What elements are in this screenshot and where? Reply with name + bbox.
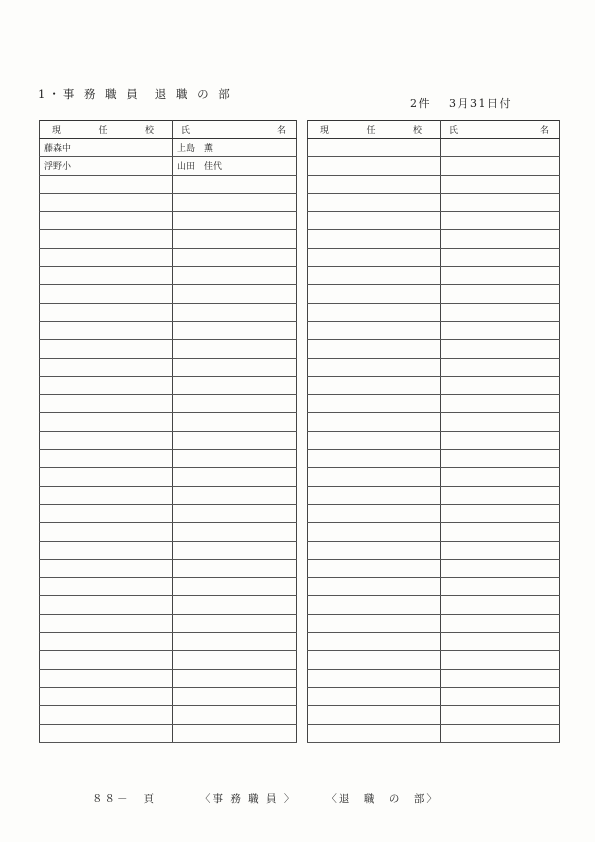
table-row	[308, 706, 560, 724]
name-cell	[173, 175, 297, 193]
table-row	[308, 321, 560, 339]
school-cell	[40, 358, 173, 376]
school-cell	[40, 376, 173, 394]
school-cell	[308, 596, 441, 614]
name-cell	[441, 248, 560, 266]
table-row	[40, 321, 297, 339]
school-cell	[308, 303, 441, 321]
school-cell	[40, 468, 173, 486]
school-cell	[308, 157, 441, 175]
school-cell	[40, 303, 173, 321]
school-cell	[308, 212, 441, 230]
school-cell	[40, 541, 173, 559]
page-footer	[92, 791, 439, 806]
school-cell	[308, 193, 441, 211]
name-cell	[441, 157, 560, 175]
name-cell	[173, 633, 297, 651]
name-cell	[441, 340, 560, 358]
school-cell	[40, 614, 173, 632]
table-row	[40, 157, 297, 175]
table-row	[40, 669, 297, 687]
table-row	[308, 212, 560, 230]
table-row	[308, 358, 560, 376]
school-cell	[40, 431, 173, 449]
table-row	[40, 230, 297, 248]
table-row	[308, 468, 560, 486]
name-cell	[173, 193, 297, 211]
table-row	[40, 193, 297, 211]
name-cell	[173, 614, 297, 632]
school-cell	[308, 706, 441, 724]
table-row	[40, 340, 297, 358]
name-cell	[441, 669, 560, 687]
name-cell	[173, 559, 297, 577]
school-cell	[40, 413, 173, 431]
section-heading	[38, 86, 233, 102]
school-cell	[308, 248, 441, 266]
table-row	[40, 651, 297, 669]
section-category: 事 務 職 員	[62, 87, 141, 101]
school-cell	[308, 358, 441, 376]
table-row	[308, 431, 560, 449]
school-cell	[308, 614, 441, 632]
table-row	[40, 285, 297, 303]
name-cell	[173, 248, 297, 266]
school-cell	[308, 541, 441, 559]
school-cell	[40, 248, 173, 266]
school-cell	[308, 139, 441, 157]
footer-page-label: 頁	[143, 793, 156, 805]
footer-section: 〈退 職 の 部〉	[326, 793, 439, 805]
table-row	[40, 267, 297, 285]
table-row	[308, 340, 560, 358]
name-cell	[173, 321, 297, 339]
school-cell	[40, 633, 173, 651]
count-and-date	[410, 95, 512, 111]
name-cell	[441, 596, 560, 614]
table-row	[308, 687, 560, 705]
name-cell	[173, 724, 297, 742]
school-cell	[40, 340, 173, 358]
name-cell	[173, 651, 297, 669]
school-cell	[40, 230, 173, 248]
school-cell	[40, 285, 173, 303]
table-row	[40, 687, 297, 705]
table-row	[308, 267, 560, 285]
school-cell: 藤森中	[40, 139, 173, 157]
name-cell	[441, 523, 560, 541]
section-subtitle: 退 職 の 部	[154, 87, 233, 101]
table-row	[40, 559, 297, 577]
column-header-school: 現 任 校	[40, 121, 173, 139]
table-row	[308, 139, 560, 157]
school-cell	[308, 651, 441, 669]
school-cell	[308, 687, 441, 705]
school-cell	[308, 340, 441, 358]
roster-table-left	[39, 120, 297, 743]
table-row	[40, 724, 297, 742]
section-number: 1・	[38, 87, 63, 101]
name-cell	[173, 230, 297, 248]
table-row	[308, 303, 560, 321]
name-cell: 山田 佳代	[173, 157, 297, 175]
table-row	[40, 248, 297, 266]
name-cell	[441, 230, 560, 248]
name-cell	[441, 706, 560, 724]
name-cell	[441, 395, 560, 413]
table-row	[308, 248, 560, 266]
name-cell	[173, 468, 297, 486]
school-cell	[308, 376, 441, 394]
name-cell	[441, 175, 560, 193]
table-row	[40, 541, 297, 559]
footer-category: 〈事 務 職 員 〉	[200, 793, 297, 805]
column-header-name: 氏 名	[173, 121, 297, 139]
school-cell	[308, 724, 441, 742]
table-row	[308, 450, 560, 468]
school-cell	[40, 651, 173, 669]
table-row	[40, 468, 297, 486]
table-row	[308, 614, 560, 632]
table-row	[308, 651, 560, 669]
name-cell	[173, 706, 297, 724]
name-cell	[441, 614, 560, 632]
school-cell	[308, 504, 441, 522]
column-header-school: 現 任 校	[308, 121, 441, 139]
name-cell	[441, 724, 560, 742]
school-cell	[308, 285, 441, 303]
table-row	[40, 212, 297, 230]
table-row	[40, 303, 297, 321]
school-cell	[40, 321, 173, 339]
name-cell	[441, 450, 560, 468]
school-cell: 浮野小	[40, 157, 173, 175]
school-cell	[40, 504, 173, 522]
school-cell	[308, 175, 441, 193]
table-row	[40, 596, 297, 614]
name-cell	[441, 321, 560, 339]
name-cell	[173, 285, 297, 303]
table-row	[308, 285, 560, 303]
name-cell	[441, 633, 560, 651]
school-cell	[40, 523, 173, 541]
name-cell	[441, 376, 560, 394]
name-cell	[173, 358, 297, 376]
school-cell	[308, 395, 441, 413]
table-row	[40, 358, 297, 376]
school-cell	[40, 267, 173, 285]
table-row	[40, 175, 297, 193]
record-count: 2件	[410, 97, 431, 110]
name-cell	[441, 413, 560, 431]
table-row	[308, 559, 560, 577]
school-cell	[308, 450, 441, 468]
school-cell	[308, 523, 441, 541]
table-row	[308, 578, 560, 596]
table-header-row	[308, 121, 560, 139]
table-row	[308, 724, 560, 742]
name-cell	[173, 541, 297, 559]
table-header-row	[40, 121, 297, 139]
name-cell	[173, 578, 297, 596]
roster-table-right	[307, 120, 560, 743]
school-cell	[40, 706, 173, 724]
name-cell	[441, 285, 560, 303]
name-cell	[173, 523, 297, 541]
name-cell	[441, 504, 560, 522]
school-cell	[308, 578, 441, 596]
school-cell	[308, 413, 441, 431]
name-cell	[441, 193, 560, 211]
table-row	[308, 541, 560, 559]
school-cell	[308, 468, 441, 486]
table-row	[308, 230, 560, 248]
table-row	[40, 376, 297, 394]
footer-page-number: ８８－	[92, 793, 130, 805]
table-row	[40, 504, 297, 522]
name-cell	[441, 578, 560, 596]
table-row	[40, 614, 297, 632]
effective-date: 3月31日付	[449, 97, 512, 110]
school-cell	[40, 559, 173, 577]
school-cell	[40, 450, 173, 468]
school-cell	[308, 559, 441, 577]
name-cell	[173, 267, 297, 285]
school-cell	[40, 193, 173, 211]
name-cell	[441, 687, 560, 705]
table-row	[308, 175, 560, 193]
table-row	[308, 633, 560, 651]
school-cell	[40, 486, 173, 504]
name-cell	[173, 669, 297, 687]
school-cell	[40, 687, 173, 705]
school-cell	[40, 669, 173, 687]
table-row	[308, 157, 560, 175]
table-row	[40, 395, 297, 413]
school-cell	[40, 395, 173, 413]
name-cell	[173, 395, 297, 413]
name-cell	[441, 559, 560, 577]
name-cell	[173, 450, 297, 468]
table-row	[40, 431, 297, 449]
table-row	[308, 193, 560, 211]
table-row	[308, 504, 560, 522]
name-cell	[441, 486, 560, 504]
name-cell	[441, 139, 560, 157]
table-row	[40, 413, 297, 431]
school-cell	[40, 175, 173, 193]
table-row	[308, 486, 560, 504]
school-cell	[308, 267, 441, 285]
table-row	[308, 413, 560, 431]
name-cell	[441, 541, 560, 559]
table-row	[40, 523, 297, 541]
name-cell	[441, 267, 560, 285]
name-cell	[173, 376, 297, 394]
school-cell	[308, 321, 441, 339]
school-cell	[308, 633, 441, 651]
column-header-name: 氏 名	[441, 121, 560, 139]
name-cell	[441, 358, 560, 376]
school-cell	[40, 596, 173, 614]
school-cell	[40, 578, 173, 596]
name-cell	[173, 687, 297, 705]
school-cell	[308, 431, 441, 449]
name-cell	[441, 651, 560, 669]
name-cell	[173, 212, 297, 230]
name-cell	[173, 413, 297, 431]
name-cell: 上島 薫	[173, 139, 297, 157]
table-row	[40, 450, 297, 468]
name-cell	[441, 468, 560, 486]
table-row	[40, 139, 297, 157]
name-cell	[441, 303, 560, 321]
school-cell	[40, 724, 173, 742]
school-cell	[308, 486, 441, 504]
table-row	[308, 669, 560, 687]
table-row	[308, 395, 560, 413]
name-cell	[173, 486, 297, 504]
name-cell	[173, 303, 297, 321]
school-cell	[308, 669, 441, 687]
name-cell	[441, 431, 560, 449]
name-cell	[173, 596, 297, 614]
table-row	[40, 578, 297, 596]
table-row	[308, 376, 560, 394]
table-row	[308, 596, 560, 614]
school-cell	[308, 230, 441, 248]
table-row	[40, 486, 297, 504]
table-row	[308, 523, 560, 541]
name-cell	[173, 431, 297, 449]
name-cell	[173, 504, 297, 522]
table-row	[40, 706, 297, 724]
school-cell	[40, 212, 173, 230]
name-cell	[441, 212, 560, 230]
name-cell	[173, 340, 297, 358]
table-row	[40, 633, 297, 651]
